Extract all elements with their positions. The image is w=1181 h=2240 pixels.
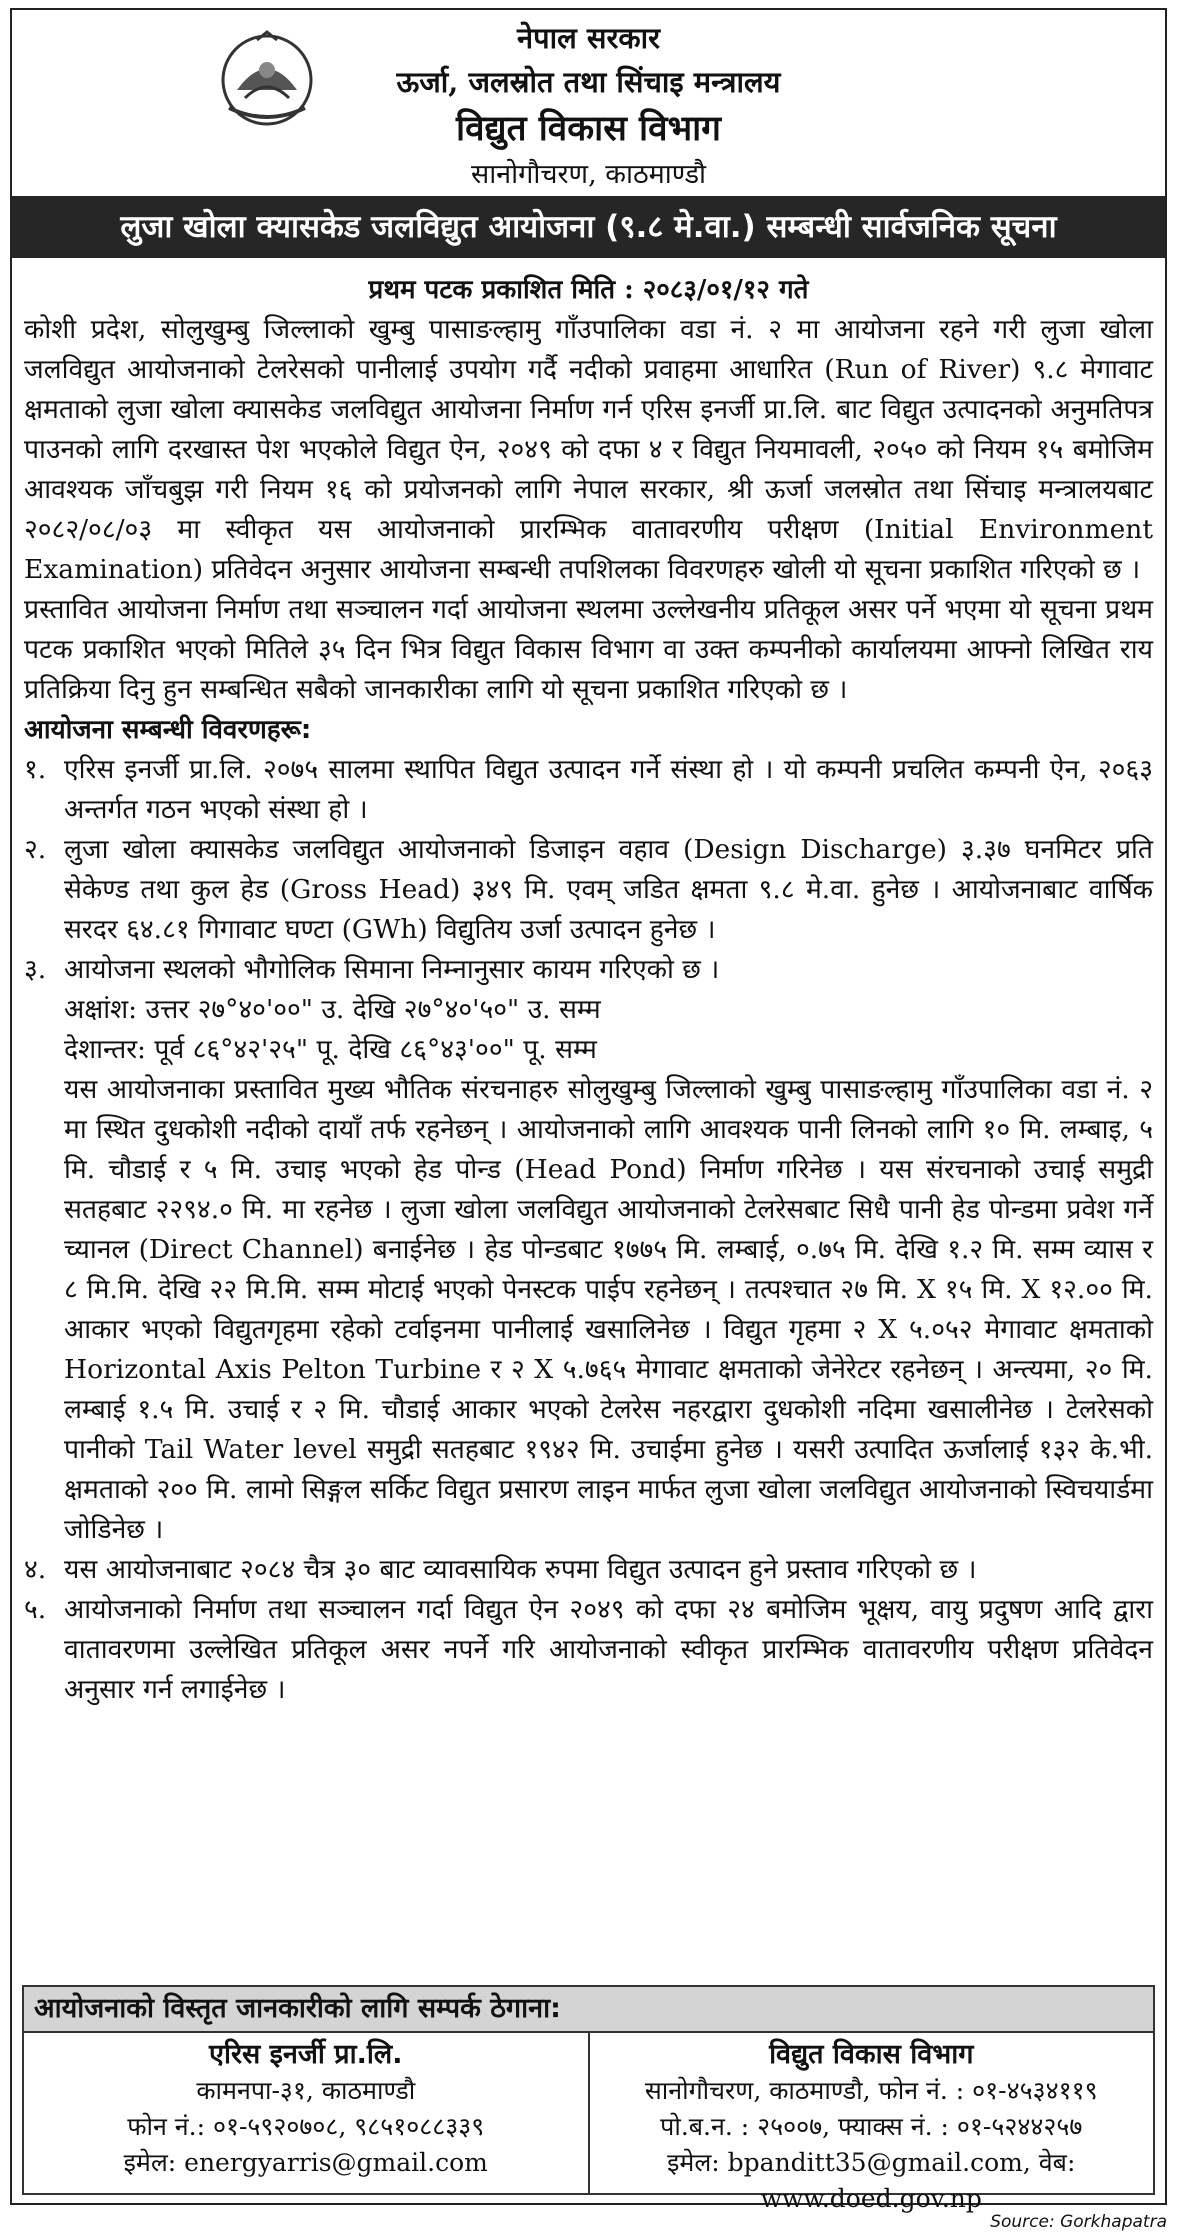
list-item-text: आयोजना स्थलको भौगोलिक सिमाना निम्नानुसार कायम गरिएको छ । xyxy=(64,954,720,985)
longitude-line: देशान्तर: पूर्व ८६°४२'२५" पू. देखि ८६°४३'००" पू. सम्म xyxy=(64,1034,597,1065)
list-item-text: यस आयोजनाबाट २०८४ चैत्र ३० बाट व्यावसायिक रुपमा विद्युत उत्पादन हुने प्रस्ताव गरिएको छ । xyxy=(64,1554,977,1585)
notice-frame xyxy=(10,8,1167,2213)
company-address: कामनपा-३१, काठमाण्डौ xyxy=(196,2076,416,2105)
list-item-number: ५. xyxy=(24,1594,47,1625)
list-item-text: आयोजनाको निर्माण तथा सञ्चालन गर्दा विद्युत ऐन २०४९ को दफा २४ बमोजिम भूक्षय, वायु प्रदुषण आदि द्वारा वातावरणमा उल्लेखित प्रतिकूल असर नपर्ने गरि आयोजनाको स्वीकृत प्रारम्भिक वातावरणीय परीक्षण प्रतिवेदन अनुसार गर्न लगाईनेछ । xyxy=(64,1594,1153,1705)
list-item xyxy=(24,830,1153,950)
notice-title-banner: लुजा खोला क्यासकेड जलविद्युत आयोजना (९.८ मे.वा.) सम्बन्धी सार्वजनिक सूचना xyxy=(12,196,1165,258)
details-section-title: आयोजना सम्बन्धी विवरणहरू: xyxy=(24,715,312,745)
header-line-government: नेपाल सरकार xyxy=(517,21,660,55)
contact-department xyxy=(588,2033,1154,2213)
latitude-line: अक्षांश: उत्तर २७°४०'००" उ. देखि २७°४०'५०" उ. सम्म xyxy=(64,994,601,1025)
contact-company xyxy=(24,2033,588,2195)
header-line-address: सानोगौचरण, काठमाण्डौ xyxy=(470,159,707,190)
header-line-department: विद्युत विकास विभाग xyxy=(456,108,721,149)
source-credit: Source: Gorkhapatra xyxy=(990,2212,1167,2232)
company-email: इमेल: energyarris@gmail.com xyxy=(123,2148,488,2177)
department-pobox: पो.ब.न. : २५००७, फ्याक्स नं. : ०१-५२४४२५७ xyxy=(660,2112,1083,2141)
intro-paragraph-1: कोशी प्रदेश, सोलुखुम्बु जिल्लाको खुम्बु पासाङल्हामु गाँउपालिका वडा नं. २ मा आयोजना रहने गरी लुजा खोला जलविद्युत आयोजनाको टेलरेसको पानीलाई उपयोग गर्दै नदीको प्रवाहमा आधारित (Run of River) ९.८ मेगावाट क्षमताको लुजा खोला क्यासकेड जलविद्युत आयोजना निर्माण गर्न एरिस इनर्जी प्रा.लि. बाट विद्युत उत्पादनको अनुमतिपत्र पाउनको लागि दरखास्त पेश भएकोले विद्युत ऐन, २०४९ को दफा ४ र विद्युत नियमावली, २०५० को नियम १५ बमोजिम आवश्यक जाँचबुझ गरी नियम १६ को प्रयोजनको लागि नेपाल सरकार, श्री ऊर्जा जलस्रोत तथा सिंचाइ मन्त्रालयबाट २०८२/०८/०३ मा स्वीकृत यस आयोजनाको प्रारम्भिक वातावरणीय परीक्षण (Initial Environment Examination) प्रतिवेदन अनुसार आयोजना सम्बन्धी तपशिलका विवरणहरु खोली यो सूचना प्रकाशित गरिएको छ । xyxy=(24,314,1153,585)
item3-description: यस आयोजनाका प्रस्तावित मुख्य भौतिक संरचनाहरु सोलुखुम्बु जिल्लाको खुम्बु पासाङल्हामु गाँउपालिका वडा नं. २ मा स्थित दुधकोशी नदीको दायाँ तर्फ रहनेछन् । आयोजनाको लागि आवश्यक पानी लिनको लागि १० मि. लम्बाइ, ५ मि. चौडाई र ५ मि. उचाइ भएको हेड पोन्ड (Head Pond) निर्माण गरिनेछ । यस संरचनाको उचाई समुद्री सतहबाट २२९४.० मि. मा रहनेछ । लुजा खोला जलविद्युत आयोजनाको टेलरेसबाट सिधै पानी हेड पोन्डमा प्रवेश गर्ने च्यानल (Direct Channel) बनाईनेछ । हेड पोन्डबाट १७७५ मि. लम्बाई, ०.७५ मि. देखि १.२ मि. सम्म व्यास र ८ मि.मि. देखि २२ मि.मि. सम्म मोटाई भएको पेनस्टक पाईप रहनेछन् । तत्पश्चात २७ मि. X १५ मि. X १२.०० मि. आकार भएको विद्युतगृहमा रहेको टर्वाइनमा पानीलाई खसालिनेछ । विद्युत गृहमा २ X ५.०५२ मेगावाट क्षमताको Horizontal Axis Pelton Turbine र २ X ५.७६५ मेगावाट क्षमताको जेनेरेटर रहनेछन् । अन्त्यमा, २० मि. लम्बाई १.५ मि. उचाई र २ मि. चौडाई आकार भएको टेलरेस नहरद्वारा दुधकोशी नदिमा खसालीनेछ । टेलरेसको पानीको Tail Water level समुद्री सतहबाट १९४२ मि. उचाईमा हुनेछ । यसरी उत्पादित ऊर्जालाई १३२ के.भी. क्षमताको २०० मि. लामो सिङ्गल सर्किट विद्युत प्रसारण लाइन मार्फत लुजा खोला जलविद्युत आयोजनाको स्विचयार्डमा जोडिनेछ । xyxy=(64,1074,1153,1545)
list-item-text: लुजा खोला क्यासकेड जलविद्युत आयोजनाको डिजाइन वहाव (Design Discharge) ३.३७ घनमिटर प्रति सेकेण्ड तथा कुल हेड (Gross Head) ३४९ मि. एवम् जडित क्षमता ९.८ मे.वा. हुनेछ । आयोजनाबाट वार्षिक सरदर ६४.८१ गिगावाट घण्टा (GWh) विद्युतिय उर्जा उत्पादन हुनेछ । xyxy=(64,834,1153,945)
list-item xyxy=(24,950,1153,990)
department-email: इमेल: bpanditt35@gmail.com, वेब: www.doed.gov.np xyxy=(667,2148,1076,2213)
department-name: विद्युत विकास विभाग xyxy=(769,2039,974,2070)
list-item-number: ४. xyxy=(24,1554,47,1585)
company-name: एरिस इनर्जी प्रा.लि. xyxy=(209,2039,403,2070)
list-item xyxy=(24,750,1153,830)
list-item-text: एरिस इनर्जी प्रा.लि. २०७५ सालमा स्थापित विद्युत उत्पादन गर्ने संस्था हो । यो कम्पनी प्रचलित कम्पनी ऐन, २०६३ अन्तर्गत गठन भएको संस्था हो । xyxy=(64,754,1153,825)
contact-box xyxy=(22,1985,1155,2213)
header-line-ministry: ऊर्जा, जलस्रोत तथा सिंचाइ मन्त्रालय xyxy=(396,65,781,99)
list-item-number: १. xyxy=(24,754,47,785)
contact-title: आयोजनाको विस्तृत जानकारीको लागि सम्पर्क ठेगाना: xyxy=(24,1987,1153,2033)
publication-date: प्रथम पटक प्रकाशित मिति : २०८३/०१/१२ गते xyxy=(368,275,809,305)
department-address: सानोगौचरण, काठमाण्डौ, फोन नं. : ०१-४५३४११९ xyxy=(644,2076,1098,2105)
list-item xyxy=(24,1550,1153,1590)
list-item xyxy=(24,1590,1153,1710)
notice-header xyxy=(12,10,1165,190)
intro-paragraph-2: प्रस्तावित आयोजना निर्माण तथा सञ्चालन गर्दा आयोजना स्थलमा उल्लेखनीय प्रतिकूल असर पर्ने भएमा यो सूचना प्रथम पटक प्रकाशित भएको मितिले ३५ दिन भित्र विद्युत विकास विभाग वा उक्त कम्पनीको कार्यालयमा आफ्नो लिखित राय प्रतिक्रिया दिनु हुन सम्बन्धित सबैको जानकारीका लागि यो सूचना प्रकाशित गरिएको छ । xyxy=(24,594,1153,705)
company-phone: फोन नं.: ०१-५९२०७०८, ९८५१०८८३३९ xyxy=(127,2112,485,2141)
notice-body xyxy=(24,310,1153,1710)
list-item-number: २. xyxy=(24,834,47,865)
list-item-number: ३. xyxy=(24,954,47,985)
